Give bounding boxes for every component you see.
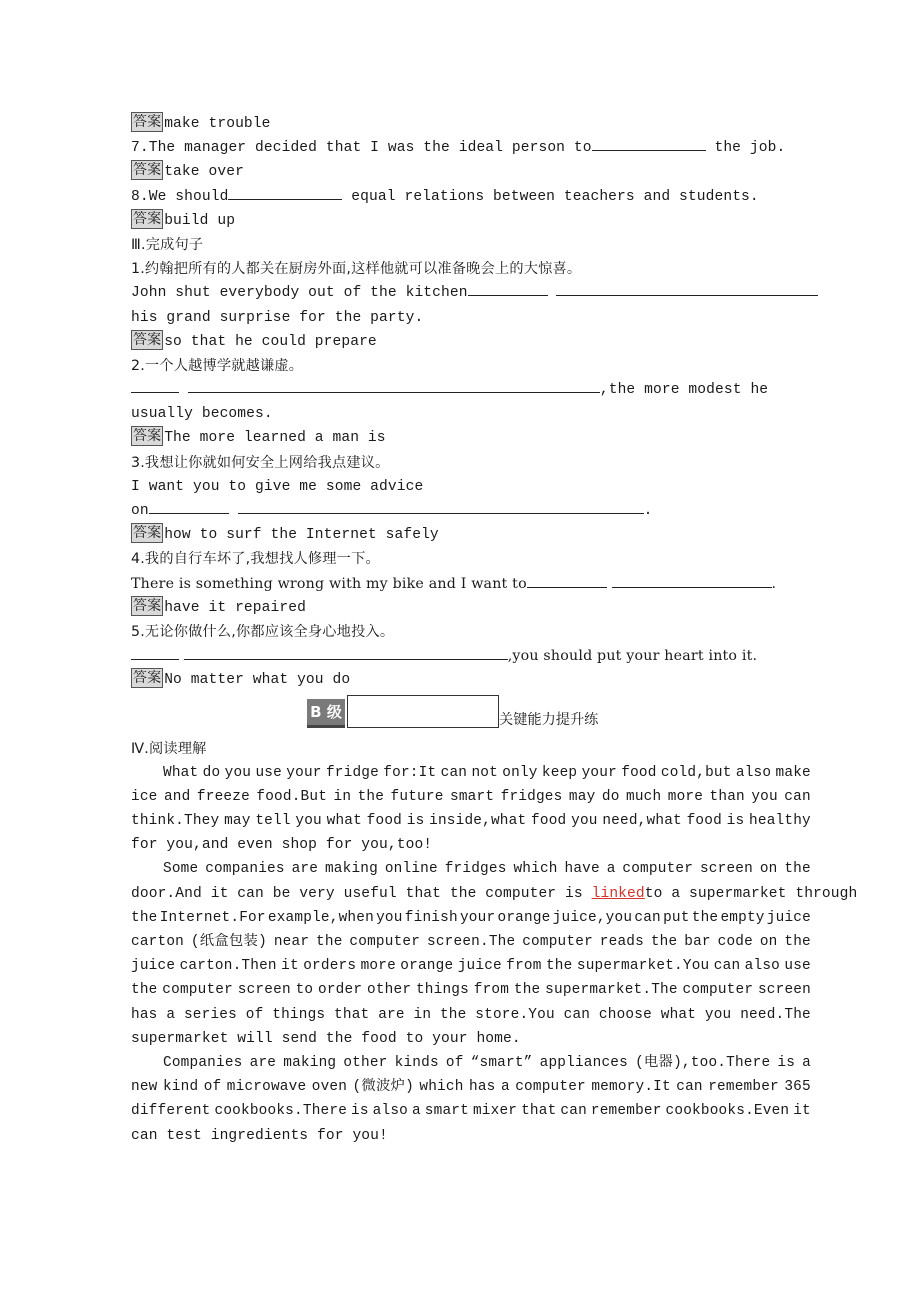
word: things	[415, 982, 469, 999]
word: a	[411, 1103, 421, 1120]
answer-tag: 答案	[133, 114, 162, 130]
word: it	[281, 958, 299, 975]
word: your	[459, 909, 496, 926]
question-7	[131, 136, 811, 160]
word: online	[384, 861, 438, 878]
q3-english-line1: I want you to give me some advice	[131, 478, 424, 495]
word: is	[406, 813, 425, 830]
question-text-end: equal relations between teachers and students.	[342, 188, 759, 205]
answer-line-q5	[131, 668, 811, 692]
level-b-box	[347, 695, 499, 728]
answer-tag: 答案	[133, 210, 162, 227]
reading-paragraph-2	[131, 857, 858, 1051]
paragraph-line-with-link	[131, 882, 858, 906]
paragraph-line	[131, 906, 811, 930]
q2-blank-1[interactable]	[131, 378, 179, 393]
q5-chinese: 5.无论你做什么,你都应该全身心地投入。	[131, 623, 395, 640]
q3-english-line2	[131, 499, 811, 523]
word: that	[334, 1006, 370, 1023]
word: “smart”	[470, 1054, 533, 1071]
word: computer	[162, 982, 233, 999]
word: it	[793, 1103, 811, 1120]
word: screen	[237, 982, 291, 999]
q5-blank-2[interactable]	[184, 645, 508, 660]
word: think.They	[131, 813, 220, 830]
word: choose	[598, 1006, 652, 1023]
word: remember	[590, 1103, 662, 1120]
word: remember	[708, 1079, 779, 1096]
paragraph-text-end: to a supermarket through	[644, 885, 858, 902]
question-text: We should	[148, 188, 229, 205]
word: also	[744, 958, 781, 975]
word: use	[784, 958, 811, 975]
word: your	[286, 764, 322, 781]
word: different	[131, 1103, 211, 1120]
linked-word[interactable]: linked	[591, 885, 645, 902]
word: juice,you	[552, 909, 633, 926]
word: microwave	[226, 1079, 307, 1096]
paragraph-line: supermarket will send the food to your home.	[131, 1030, 521, 1047]
word: can	[440, 764, 468, 781]
word: new	[131, 1079, 158, 1096]
word: what	[660, 1006, 697, 1023]
q2-english-line2: usually becomes.	[131, 406, 273, 423]
level-b-label: 关键能力提升练	[499, 712, 599, 728]
answer-line-q1	[131, 330, 811, 354]
answer-blank[interactable]	[228, 185, 342, 200]
level-b-badge: B 级	[307, 699, 345, 728]
word: reads	[599, 934, 644, 950]
word: on	[759, 861, 778, 878]
word: on	[759, 934, 778, 950]
word: put	[663, 909, 690, 926]
word: is	[777, 1054, 796, 1071]
q4-english-line1	[131, 572, 811, 596]
word: a	[802, 1054, 811, 1071]
paragraph-line	[131, 1051, 811, 1075]
answer-blank[interactable]	[592, 136, 706, 151]
word: computer	[622, 861, 694, 878]
q4-english-text: There is something wrong with my bike and I want to	[131, 575, 527, 592]
word: tell	[255, 813, 291, 830]
word: making	[324, 861, 378, 878]
word: other	[366, 982, 412, 999]
word: food	[686, 813, 722, 830]
word: cookbooks.Even	[665, 1103, 790, 1120]
word: than	[709, 788, 745, 805]
word: ice	[131, 788, 158, 805]
paragraph-line	[131, 761, 811, 785]
word: of	[203, 1079, 222, 1096]
word: in	[333, 788, 352, 805]
word: smart	[450, 788, 495, 805]
word: of	[245, 1006, 264, 1023]
word: freeze	[196, 788, 250, 805]
word: a	[500, 1079, 510, 1096]
word: a	[166, 1006, 176, 1023]
document-page	[131, 112, 858, 1148]
word: orders	[303, 958, 357, 975]
word: (纸盒包装)	[190, 934, 267, 950]
reading-paragraph-3	[131, 1051, 811, 1148]
word: can	[784, 788, 811, 805]
word: screen	[699, 861, 753, 878]
paragraph-line	[131, 978, 811, 1002]
q3-english-end: .	[643, 503, 653, 519]
answer-line-q4	[131, 596, 811, 620]
answer-text: No matter what you do	[164, 672, 351, 689]
word: juice	[131, 958, 176, 975]
word: oven	[311, 1079, 348, 1096]
word: make	[775, 764, 811, 781]
word: example,when	[267, 909, 374, 926]
word: 365	[784, 1079, 811, 1096]
word: companies	[205, 861, 285, 878]
paragraph-line	[131, 785, 811, 809]
word: food.But	[256, 788, 328, 805]
word: are	[378, 1006, 405, 1023]
word: that	[521, 1103, 557, 1120]
reading-paragraph-1	[131, 761, 811, 858]
word: fridges	[500, 788, 563, 805]
word: the	[513, 982, 541, 999]
answer-text: so that he could prepare	[164, 333, 377, 350]
word: the	[545, 958, 573, 975]
word: fridges	[444, 861, 507, 878]
answer-text: take over	[164, 164, 244, 181]
word: other	[343, 1054, 388, 1071]
word: cold,but	[660, 764, 732, 781]
section-3-title: Ⅲ.完成句子	[131, 236, 204, 253]
word: also	[372, 1103, 408, 1120]
word: mixer	[472, 1103, 518, 1120]
word: of	[445, 1054, 464, 1071]
q1-chinese: 1.约翰把所有的人都关在厨房外面,这样他就可以准备晚会上的大惊喜。	[131, 261, 582, 278]
word: fridge	[325, 764, 379, 781]
q5-english-text: ,you should put your heart into it.	[507, 648, 758, 665]
word: to	[295, 982, 314, 999]
word: the	[131, 909, 158, 926]
q4-chinese: 4.我的自行车坏了,我想找人修理一下。	[131, 551, 380, 568]
word: making	[283, 1054, 337, 1071]
word: food	[531, 813, 567, 830]
word: Some	[163, 861, 199, 878]
word: need.The	[740, 1006, 811, 1023]
word: much	[625, 788, 662, 805]
paragraph-line	[131, 1075, 811, 1099]
word: you	[295, 813, 322, 830]
word: in	[413, 1006, 432, 1023]
word: memory.It	[591, 1079, 671, 1096]
word: Internet.For	[159, 909, 266, 926]
paragraph-line	[131, 954, 811, 978]
word: juice	[457, 958, 502, 975]
word: near	[273, 934, 310, 950]
paragraph-line	[131, 1003, 811, 1027]
word: use	[255, 764, 282, 781]
word: carton	[131, 934, 185, 950]
word: you	[571, 813, 598, 830]
answer-line-7	[131, 160, 811, 184]
word: the	[650, 934, 678, 950]
word: the	[357, 788, 385, 805]
word: need,what	[602, 813, 682, 830]
word: kind	[162, 1079, 199, 1096]
answer-line-q3	[131, 523, 811, 547]
word: Companies	[163, 1054, 243, 1071]
answer-tag: 答案	[133, 597, 162, 614]
word: you	[704, 1006, 732, 1023]
word: carton.Then	[179, 958, 277, 975]
paragraph-line	[131, 857, 811, 881]
question-text-end: the job.	[705, 140, 786, 157]
word: only	[502, 764, 538, 781]
word: cookbooks.There	[214, 1103, 348, 1120]
paragraph-line	[131, 809, 811, 833]
q2-blank-2[interactable]	[188, 378, 600, 393]
word: more	[360, 958, 396, 975]
word: things	[272, 1006, 326, 1023]
word: (微波炉)	[352, 1079, 414, 1096]
paragraph-text: door.And it can be very useful that the computer is	[131, 885, 592, 902]
answer-tag: 答案	[133, 525, 162, 542]
q3-chinese: 3.我想让你就如何安全上网给我点建议。	[131, 454, 390, 471]
word: the	[784, 934, 811, 950]
word: the	[131, 982, 158, 999]
word: the	[316, 934, 343, 950]
word: are	[291, 861, 319, 878]
word: may	[568, 788, 596, 805]
word: food	[366, 813, 403, 830]
word: and	[163, 788, 191, 805]
q2-chinese: 2.一个人越博学就越谦虚。	[131, 357, 304, 374]
word: are	[249, 1054, 277, 1071]
q3-blank-1[interactable]	[149, 499, 229, 514]
word: future	[390, 788, 444, 805]
q3-blank-2[interactable]	[238, 499, 644, 514]
word: which	[513, 861, 558, 878]
answer-line-q2	[131, 426, 811, 450]
word: which	[419, 1079, 464, 1096]
word: have	[564, 861, 600, 878]
word: can	[634, 909, 661, 926]
word: you	[751, 788, 778, 805]
word: what	[326, 813, 362, 830]
word: from	[506, 958, 542, 975]
word: can	[713, 958, 741, 975]
word: computer	[515, 1079, 586, 1096]
answer-tag: 答案	[133, 162, 162, 179]
answer-text: have it repaired	[164, 599, 306, 616]
word: is	[726, 813, 745, 830]
word: do	[601, 788, 620, 805]
word: is	[351, 1103, 369, 1120]
word: juice	[766, 909, 811, 926]
answer-text: The more learned a man is	[164, 430, 386, 447]
word: What	[163, 764, 199, 781]
word: kinds	[394, 1054, 439, 1071]
word: supermarket.The	[545, 982, 678, 999]
q2-english-line1	[131, 378, 811, 402]
word: the	[691, 909, 719, 926]
q1-english-line1	[131, 281, 811, 305]
word: computer	[682, 982, 754, 999]
word: from	[473, 982, 510, 999]
question-number: 8.	[131, 188, 149, 205]
word: code	[717, 934, 753, 950]
answer-line-8	[131, 209, 811, 233]
q3-english-text: on	[131, 503, 149, 519]
word: finish	[404, 909, 458, 926]
word: appliances	[539, 1054, 628, 1071]
word: inside,what	[429, 813, 527, 830]
question-8	[131, 185, 811, 209]
word: supermarket.You	[576, 958, 710, 975]
word: also	[735, 764, 772, 781]
word: the	[784, 861, 811, 878]
word: healthy	[749, 813, 811, 830]
word: bar	[684, 934, 711, 950]
word: you	[376, 909, 403, 926]
word: computer	[349, 934, 421, 950]
word: not	[471, 764, 498, 781]
word: smart	[424, 1103, 469, 1120]
answer-line-6	[131, 112, 811, 136]
word: series	[183, 1006, 237, 1023]
word: your	[581, 764, 617, 781]
q1-english-text: John shut everybody out of the kitchen	[131, 285, 468, 302]
paragraph-line: for you,and even shop for you,too!	[131, 837, 433, 854]
paragraph-line	[131, 930, 811, 954]
word: for:It	[383, 764, 437, 781]
word: has	[131, 1006, 158, 1023]
word: screen.The	[426, 934, 516, 950]
question-number: 7.	[131, 140, 149, 157]
word: screen	[757, 982, 811, 999]
q5-blank-1[interactable]	[131, 645, 179, 660]
word: computer	[522, 934, 593, 950]
q4-english-end: .	[771, 575, 777, 592]
word: empty	[720, 909, 765, 926]
word: order	[318, 982, 363, 999]
word: a	[606, 861, 616, 878]
paragraph-line: can test ingredients for you!	[131, 1127, 388, 1144]
answer-tag: 答案	[133, 331, 162, 348]
word: you	[224, 764, 252, 781]
answer-tag: 答案	[133, 428, 162, 445]
answer-tag: 答案	[133, 670, 162, 687]
q1-english-line2: his grand surprise for the party.	[131, 309, 424, 326]
paragraph-line	[131, 1099, 811, 1123]
word: food	[621, 764, 657, 781]
word: may	[224, 813, 251, 830]
word: can	[560, 1103, 587, 1120]
answer-text: make trouble	[164, 116, 271, 132]
word: keep	[541, 764, 578, 781]
word: orange	[497, 909, 551, 926]
word: the	[439, 1006, 467, 1023]
word: orange	[400, 958, 454, 975]
q2-english-text: ,the more modest he	[599, 382, 769, 399]
answer-text: how to surf the Internet safely	[164, 527, 439, 544]
word: can	[563, 1006, 591, 1023]
q5-english-line1	[131, 644, 811, 668]
word: do	[202, 764, 221, 781]
question-text: The manager decided that I was the ideal person to	[148, 140, 592, 157]
q4-blank-1[interactable]	[527, 573, 607, 588]
q1-blank-1[interactable]	[468, 281, 548, 296]
word: store.You	[475, 1006, 555, 1023]
word: more	[667, 788, 704, 805]
answer-text: build up	[164, 212, 236, 229]
word: has	[469, 1079, 496, 1096]
q1-blank-2[interactable]	[556, 281, 818, 296]
section-4-title: Ⅳ.阅读理解	[131, 740, 207, 757]
word: can	[676, 1079, 703, 1096]
q4-blank-2[interactable]	[612, 573, 772, 588]
word: (电器),too.There	[635, 1054, 771, 1071]
